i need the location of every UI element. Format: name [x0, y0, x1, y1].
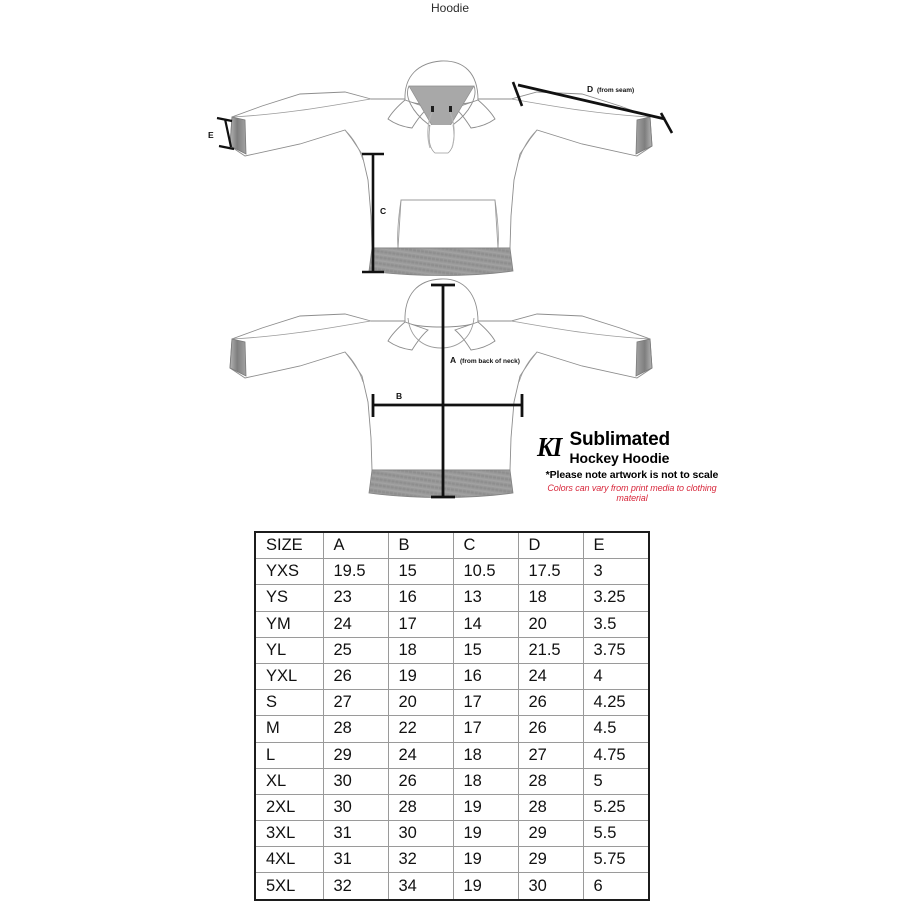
- table-row: [255, 716, 649, 742]
- cell-a: 19.5: [323, 559, 388, 585]
- cell-a: 24: [323, 611, 388, 637]
- cell-e: 5.25: [583, 794, 649, 820]
- cell-d: 26: [518, 716, 583, 742]
- size-chart: [254, 531, 648, 901]
- measure-d-label: D: [587, 84, 594, 94]
- table-row: [255, 847, 649, 873]
- cell-b: 16: [388, 585, 453, 611]
- page-title: Hoodie: [430, 1, 470, 15]
- cell-e: 3.5: [583, 611, 649, 637]
- cell-b: 28: [388, 794, 453, 820]
- table-row: [255, 585, 649, 611]
- measure-e-label: E: [208, 130, 214, 140]
- drawstring-eyelet-right: [449, 106, 452, 112]
- table-row: [255, 611, 649, 637]
- table-row: [255, 637, 649, 663]
- cell-b: 19: [388, 663, 453, 689]
- cell-c: 18: [453, 768, 518, 794]
- cell-b: 34: [388, 873, 453, 900]
- cell-size: XL: [255, 768, 323, 794]
- cell-d: 30: [518, 873, 583, 900]
- cell-e: 3.25: [583, 585, 649, 611]
- cell-a: 25: [323, 637, 388, 663]
- cell-size: L: [255, 742, 323, 768]
- hoodie-technical-drawing: [0, 20, 900, 500]
- cell-size: YXL: [255, 663, 323, 689]
- color-variance-disclaimer: Colors can vary from print media to clothing material: [547, 483, 717, 503]
- cell-d: 28: [518, 768, 583, 794]
- cell-c: 17: [453, 716, 518, 742]
- cell-e: 4: [583, 663, 649, 689]
- brand-subtitle: Hockey Hoodie: [569, 450, 670, 466]
- cell-d: 29: [518, 821, 583, 847]
- cell-d: 21.5: [518, 637, 583, 663]
- cell-b: 22: [388, 716, 453, 742]
- measure-c-label: C: [380, 206, 387, 216]
- th-size: SIZE: [255, 532, 323, 559]
- cell-b: 15: [388, 559, 453, 585]
- cell-a: 30: [323, 768, 388, 794]
- cell-c: 17: [453, 690, 518, 716]
- cell-size: 2XL: [255, 794, 323, 820]
- cell-c: 19: [453, 794, 518, 820]
- cell-a: 29: [323, 742, 388, 768]
- cell-size: M: [255, 716, 323, 742]
- cell-b: 20: [388, 690, 453, 716]
- cell-c: 10.5: [453, 559, 518, 585]
- cell-d: 27: [518, 742, 583, 768]
- measure-b-label: B: [396, 391, 403, 401]
- th-e: E: [583, 532, 649, 559]
- cell-size: S: [255, 690, 323, 716]
- cell-c: 14: [453, 611, 518, 637]
- th-b: B: [388, 532, 453, 559]
- brand-row: [537, 430, 727, 465]
- th-a: A: [323, 532, 388, 559]
- cell-d: 20: [518, 611, 583, 637]
- table-row: [255, 794, 649, 820]
- table-row: [255, 690, 649, 716]
- cell-c: 19: [453, 847, 518, 873]
- measure-e-cuff: [208, 118, 234, 149]
- front-right-cuff: [636, 117, 652, 154]
- cell-d: 29: [518, 847, 583, 873]
- size-table: [254, 531, 650, 901]
- table-row: [255, 768, 649, 794]
- back-left-cuff: [230, 339, 246, 376]
- cell-b: 24: [388, 742, 453, 768]
- cell-a: 30: [323, 794, 388, 820]
- cell-size: 5XL: [255, 873, 323, 900]
- cell-c: 15: [453, 637, 518, 663]
- measure-a-label: A: [450, 355, 457, 365]
- cell-c: 19: [453, 873, 518, 900]
- back-waistband: [369, 470, 513, 498]
- front-waistband: [369, 248, 513, 276]
- cell-a: 23: [323, 585, 388, 611]
- cell-a: 27: [323, 690, 388, 716]
- cell-e: 3.75: [583, 637, 649, 663]
- cell-e: 5: [583, 768, 649, 794]
- cell-c: 18: [453, 742, 518, 768]
- cell-b: 18: [388, 637, 453, 663]
- cell-e: 3: [583, 559, 649, 585]
- cell-b: 17: [388, 611, 453, 637]
- table-header-row: [255, 532, 649, 559]
- cell-d: 26: [518, 690, 583, 716]
- cell-e: 4.25: [583, 690, 649, 716]
- cell-c: 13: [453, 585, 518, 611]
- cell-e: 4.5: [583, 716, 649, 742]
- table-row: [255, 742, 649, 768]
- cell-b: 30: [388, 821, 453, 847]
- table-row: [255, 663, 649, 689]
- cell-d: 18: [518, 585, 583, 611]
- th-c: C: [453, 532, 518, 559]
- cell-a: 32: [323, 873, 388, 900]
- cell-b: 32: [388, 847, 453, 873]
- front-placket: [429, 125, 454, 153]
- cell-d: 24: [518, 663, 583, 689]
- cell-e: 6: [583, 873, 649, 900]
- cell-c: 19: [453, 821, 518, 847]
- cell-a: 31: [323, 847, 388, 873]
- cell-d: 28: [518, 794, 583, 820]
- table-row: [255, 559, 649, 585]
- brand-title: Sublimated: [569, 429, 670, 450]
- table-row: [255, 873, 649, 900]
- cell-d: 17.5: [518, 559, 583, 585]
- cell-c: 16: [453, 663, 518, 689]
- cell-b: 26: [388, 768, 453, 794]
- cell-a: 26: [323, 663, 388, 689]
- cell-e: 5.75: [583, 847, 649, 873]
- cell-a: 31: [323, 821, 388, 847]
- cell-a: 28: [323, 716, 388, 742]
- cell-size: 3XL: [255, 821, 323, 847]
- measure-d-note: (from seam): [597, 87, 635, 94]
- cell-size: YM: [255, 611, 323, 637]
- cell-size: YL: [255, 637, 323, 663]
- cell-e: 5.5: [583, 821, 649, 847]
- back-right-cuff: [636, 339, 652, 376]
- cell-e: 4.75: [583, 742, 649, 768]
- artwork-scale-note: *Please note artwork is not to scale: [545, 469, 719, 481]
- brand-block: [537, 430, 727, 503]
- front-kangaroo-pocket: [398, 200, 498, 248]
- drawstring-eyelet-left: [431, 106, 434, 112]
- table-row: [255, 821, 649, 847]
- th-d: D: [518, 532, 583, 559]
- measure-a-note: (from back of neck): [460, 358, 520, 365]
- k1-logo-icon: KI: [537, 432, 562, 462]
- cell-size: YS: [255, 585, 323, 611]
- brand-words: [570, 430, 670, 465]
- hoodie-front-view: [208, 61, 672, 276]
- cell-size: YXS: [255, 559, 323, 585]
- cell-size: 4XL: [255, 847, 323, 873]
